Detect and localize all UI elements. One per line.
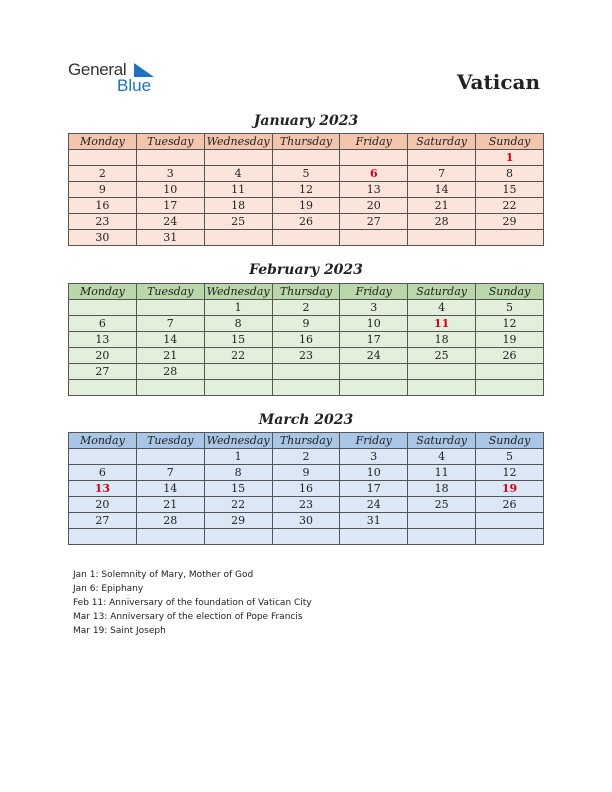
- week-row: [69, 300, 544, 316]
- day-cell: 28: [136, 513, 204, 529]
- day-cell: 31: [340, 513, 408, 529]
- day-cell: 9: [69, 182, 137, 198]
- day-cell: 24: [340, 348, 408, 364]
- day-cell: 1: [204, 449, 272, 465]
- day-cell: [69, 380, 137, 396]
- day-cell: 18: [408, 332, 476, 348]
- day-cell: 10: [136, 182, 204, 198]
- day-cell: [408, 230, 476, 246]
- week-row: [69, 316, 544, 332]
- weekday-header: Thursday: [272, 134, 340, 150]
- holiday-list-item: Jan 6: Epiphany: [73, 584, 144, 594]
- day-cell: [69, 529, 137, 545]
- day-cell: 9: [272, 316, 340, 332]
- week-row: [69, 449, 544, 465]
- day-cell: 18: [204, 198, 272, 214]
- day-cell: 1: [204, 300, 272, 316]
- day-cell: [408, 380, 476, 396]
- day-cell: [408, 150, 476, 166]
- day-cell: 13: [69, 332, 137, 348]
- day-cell: 5: [272, 166, 340, 182]
- day-cell: [408, 364, 476, 380]
- day-cell: 26: [476, 497, 544, 513]
- weekday-header-row: [69, 134, 544, 150]
- day-cell: [136, 449, 204, 465]
- day-cell: [476, 230, 544, 246]
- day-cell: 14: [136, 332, 204, 348]
- day-cell: 12: [272, 182, 340, 198]
- weekday-header: Saturday: [408, 134, 476, 150]
- day-cell: [340, 380, 408, 396]
- day-cell: [272, 380, 340, 396]
- day-cell: 21: [136, 348, 204, 364]
- holiday-list-item: Mar 19: Saint Joseph: [73, 626, 166, 636]
- week-row: [69, 166, 544, 182]
- weekday-header: Tuesday: [136, 284, 204, 300]
- week-row: [69, 214, 544, 230]
- day-cell: 2: [272, 300, 340, 316]
- day-cell: 8: [476, 166, 544, 182]
- day-cell: 6: [69, 316, 137, 332]
- day-cell: 21: [408, 198, 476, 214]
- day-cell: 3: [340, 300, 408, 316]
- day-cell: 3: [136, 166, 204, 182]
- day-cell: 4: [408, 449, 476, 465]
- day-cell: 22: [476, 198, 544, 214]
- day-cell: 18: [408, 481, 476, 497]
- holiday-day-cell: 19: [476, 481, 544, 497]
- day-cell: 6: [69, 465, 137, 481]
- weekday-header: Sunday: [476, 134, 544, 150]
- day-cell: 19: [272, 198, 340, 214]
- month-title-january: January 2023: [253, 113, 359, 129]
- weekday-header: Saturday: [408, 433, 476, 449]
- day-cell: 4: [408, 300, 476, 316]
- day-cell: 16: [272, 481, 340, 497]
- day-cell: 16: [69, 198, 137, 214]
- day-cell: 15: [204, 481, 272, 497]
- day-cell: 26: [476, 348, 544, 364]
- day-cell: [204, 150, 272, 166]
- day-cell: 25: [408, 497, 476, 513]
- day-cell: 17: [340, 481, 408, 497]
- day-cell: [272, 150, 340, 166]
- day-cell: 15: [204, 332, 272, 348]
- day-cell: 29: [204, 513, 272, 529]
- day-cell: 23: [272, 348, 340, 364]
- day-cell: 24: [136, 214, 204, 230]
- weekday-header-row: [69, 284, 544, 300]
- weekday-header: Monday: [69, 134, 137, 150]
- holiday-day-cell: 11: [408, 316, 476, 332]
- holiday-day-cell: 6: [340, 166, 408, 182]
- day-cell: 27: [340, 214, 408, 230]
- day-cell: 7: [136, 465, 204, 481]
- week-row: [69, 380, 544, 396]
- weekday-header: Wednesday: [204, 284, 272, 300]
- day-cell: 11: [408, 465, 476, 481]
- day-cell: [136, 380, 204, 396]
- day-cell: [272, 230, 340, 246]
- day-cell: [204, 380, 272, 396]
- day-cell: 2: [69, 166, 137, 182]
- day-cell: [476, 364, 544, 380]
- day-cell: 27: [69, 364, 137, 380]
- week-row: [69, 513, 544, 529]
- day-cell: 30: [69, 230, 137, 246]
- weekday-header: Friday: [340, 134, 408, 150]
- week-row: [69, 465, 544, 481]
- day-cell: 26: [272, 214, 340, 230]
- day-cell: 17: [340, 332, 408, 348]
- month-title-february: February 2023: [249, 262, 363, 278]
- day-cell: 15: [476, 182, 544, 198]
- day-cell: 13: [340, 182, 408, 198]
- day-cell: 31: [136, 230, 204, 246]
- day-cell: [69, 449, 137, 465]
- logo-text-blue: Blue: [117, 76, 152, 95]
- day-cell: 22: [204, 497, 272, 513]
- holiday-list-item: Jan 1: Solemnity of Mary, Mother of God: [73, 570, 254, 580]
- day-cell: 20: [69, 348, 137, 364]
- week-row: [69, 481, 544, 497]
- calendar-march: [68, 432, 544, 545]
- day-cell: [272, 364, 340, 380]
- day-cell: 28: [136, 364, 204, 380]
- weekday-header: Wednesday: [204, 433, 272, 449]
- holiday-day-cell: 13: [69, 481, 137, 497]
- calendar-january: [68, 133, 544, 246]
- day-cell: [340, 150, 408, 166]
- day-cell: [476, 513, 544, 529]
- day-cell: 8: [204, 465, 272, 481]
- day-cell: [340, 529, 408, 545]
- day-cell: 12: [476, 465, 544, 481]
- day-cell: 25: [408, 348, 476, 364]
- day-cell: 29: [476, 214, 544, 230]
- day-cell: 30: [272, 513, 340, 529]
- day-cell: 24: [340, 497, 408, 513]
- day-cell: [204, 364, 272, 380]
- day-cell: 2: [272, 449, 340, 465]
- week-row: [69, 230, 544, 246]
- day-cell: 9: [272, 465, 340, 481]
- day-cell: 19: [476, 332, 544, 348]
- week-row: [69, 182, 544, 198]
- day-cell: 5: [476, 300, 544, 316]
- day-cell: 22: [204, 348, 272, 364]
- weekday-header: Tuesday: [136, 134, 204, 150]
- day-cell: 11: [204, 182, 272, 198]
- logo-text-general: General: [68, 60, 127, 79]
- day-cell: 5: [476, 449, 544, 465]
- day-cell: 10: [340, 316, 408, 332]
- weekday-header-row: [69, 433, 544, 449]
- day-cell: 20: [69, 497, 137, 513]
- day-cell: 14: [408, 182, 476, 198]
- day-cell: [136, 529, 204, 545]
- weekday-header: Monday: [69, 284, 137, 300]
- day-cell: [340, 230, 408, 246]
- country-title: Vatican: [456, 70, 540, 94]
- logo-flag-icon: [134, 63, 154, 77]
- day-cell: 23: [69, 214, 137, 230]
- weekday-header: Friday: [340, 284, 408, 300]
- day-cell: [136, 300, 204, 316]
- holiday-list: [73, 568, 312, 638]
- day-cell: [340, 364, 408, 380]
- holiday-day-cell: 1: [476, 150, 544, 166]
- weekday-header: Sunday: [476, 433, 544, 449]
- weekday-header: Thursday: [272, 433, 340, 449]
- weekday-header: Wednesday: [204, 134, 272, 150]
- weekday-header: Sunday: [476, 284, 544, 300]
- weekday-header: Monday: [69, 433, 137, 449]
- day-cell: 28: [408, 214, 476, 230]
- day-cell: 7: [408, 166, 476, 182]
- day-cell: [272, 529, 340, 545]
- day-cell: [69, 300, 137, 316]
- weekday-header: Tuesday: [136, 433, 204, 449]
- day-cell: 8: [204, 316, 272, 332]
- week-row: [69, 332, 544, 348]
- day-cell: [69, 150, 137, 166]
- day-cell: 16: [272, 332, 340, 348]
- day-cell: [408, 529, 476, 545]
- month-title-march: March 2023: [258, 412, 354, 428]
- day-cell: 7: [136, 316, 204, 332]
- day-cell: 21: [136, 497, 204, 513]
- day-cell: [204, 529, 272, 545]
- day-cell: [476, 529, 544, 545]
- day-cell: 10: [340, 465, 408, 481]
- week-row: [69, 497, 544, 513]
- day-cell: 23: [272, 497, 340, 513]
- generalblue-logo: [68, 60, 168, 96]
- week-row: [69, 529, 544, 545]
- day-cell: 4: [204, 166, 272, 182]
- weekday-header: Friday: [340, 433, 408, 449]
- weekday-header: Thursday: [272, 284, 340, 300]
- weekday-header: Saturday: [408, 284, 476, 300]
- week-row: [69, 364, 544, 380]
- day-cell: [136, 150, 204, 166]
- day-cell: 17: [136, 198, 204, 214]
- week-row: [69, 348, 544, 364]
- week-row: [69, 198, 544, 214]
- day-cell: [204, 230, 272, 246]
- holiday-list-item: Feb 11: Anniversary of the foundation of Vatican City: [73, 598, 312, 608]
- week-row: [69, 150, 544, 166]
- day-cell: 14: [136, 481, 204, 497]
- day-cell: [408, 513, 476, 529]
- calendar-february: [68, 283, 544, 396]
- day-cell: [476, 380, 544, 396]
- day-cell: 12: [476, 316, 544, 332]
- day-cell: 20: [340, 198, 408, 214]
- day-cell: 3: [340, 449, 408, 465]
- day-cell: 25: [204, 214, 272, 230]
- holiday-list-item: Mar 13: Anniversary of the election of Pope Francis: [73, 612, 303, 622]
- day-cell: 27: [69, 513, 137, 529]
